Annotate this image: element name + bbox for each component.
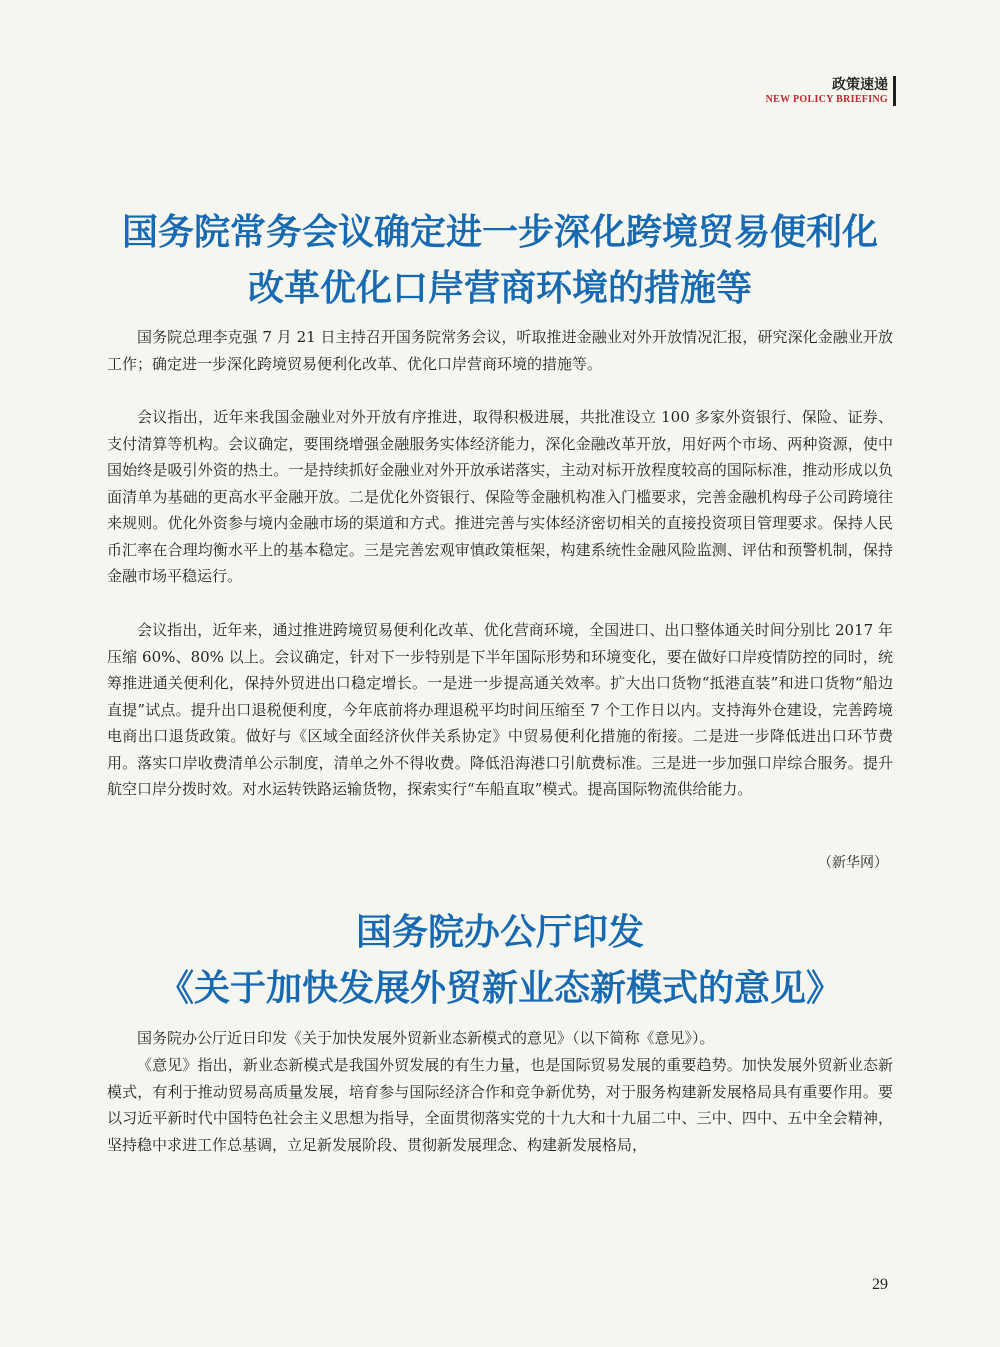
article2-title-line2: 《关于加快发展外贸新业态新模式的意见》	[157, 967, 842, 1009]
article2-paragraph: 国务院办公厅近日印发《关于加快发展外贸新业态新模式的意见》（以下简称《意见》）。	[137, 1029, 715, 1047]
article1-title-line1: 国务院常务会议确定进一步深化跨境贸易便利化	[121, 211, 878, 253]
article1-title	[60, 204, 940, 316]
column-title-en: NEW POLICY BRIEFING	[765, 94, 888, 105]
column-title-cn: 政策速递	[832, 77, 888, 93]
article2-title	[60, 904, 940, 1016]
column-header	[766, 76, 888, 106]
article1-paragraph: 国务院总理李克强 7 月 21 日主持召开国务院常务会议，听取推进金融业对外开放情况汇报，研究深化金融业开放工作；确定进一步深化跨境贸易便利化改革、优化口岸营商环境的措施等。	[107, 328, 893, 373]
page-number: 29	[872, 1276, 888, 1293]
article1-paragraph: 会议指出，近年来，通过推进跨境贸易便利化改革、优化营商环境，全国进口、出口整体通关时间分别比 2017 年压缩 60%、80% 以上。会议确定，针对下一步特别是下半年国际形势和环境变化，要在做好口岸疫情防控的同时，统筹推进通关便利化，保持外贸进出口稳定增长。一是进一步提高通关效率。扩大出口货物“抵港直装”和进口货物“船边直提”试点。提升出口退税便利度，今年底前将办理退税平均时间压缩至 7 个工作日以内。支持海外仓建设，完善跨境电商出口退货政策。做好与《区域全面经济伙伴关系协定》中贸易便利化措施的衔接。二是进一步降低进出口环节费用。落实口岸收费清单公示制度，清单之外不得收费。降低沿海港口引航费标准。三是进一步加强口岸综合服务。提升航空口岸分拨时效。对水运转铁路运输货物，探索实行“车船直取”模式。提高国际物流供给能力。	[107, 621, 893, 798]
article2-paragraph: 《意见》指出，新业态新模式是我国外贸发展的有生力量，也是国际贸易发展的重要趋势。加快发展外贸新业态新模式，有利于推动贸易高质量发展，培育参与国际经济合作和竞争新优势，对于服务构建新发展格局具有重要作用。要以习近平新时代中国特色社会主义思想为指导，全面贯彻落实党的十九大和十九届二中、三中、四中、五中全会精神，坚持稳中求进工作总基调，立足新发展阶段、贯彻新发展理念、构建新发展格局，	[107, 1056, 893, 1154]
article2-title-line1: 国务院办公厅印发	[355, 911, 644, 953]
article1-source: （新华网）	[818, 855, 888, 871]
article1-title-line2: 改革优化口岸营商环境的措施等	[247, 267, 752, 309]
article1-paragraph: 会议指出，近年来我国金融业对外开放有序推进，取得积极进展，共批准设立 100 多家外资银行、保险、证券、支付清算等机构。会议确定，要围绕增强金融服务实体经济能力，深化金融改革开放，用好两个市场、两种资源，使中国始终是吸引外资的热土。一是持续抓好金融业对外开放承诺落实，主动对标开放程度较高的国际标准，推动形成以负面清单为基础的更高水平金融开放。二是优化外资银行、保险等金融机构准入门槛要求，完善金融机构母子公司跨境往来规则。优化外资参与境内金融市场的渠道和方式。推进完善与实体经济密切相关的直接投资项目管理要求。保持人民币汇率在合理均衡水平上的基本稳定。三是完善宏观审慎政策框架，构建系统性金融风险监测、评估和预警机制，保持金融市场平稳运行。	[107, 408, 893, 585]
header-divider-bar	[893, 76, 896, 106]
